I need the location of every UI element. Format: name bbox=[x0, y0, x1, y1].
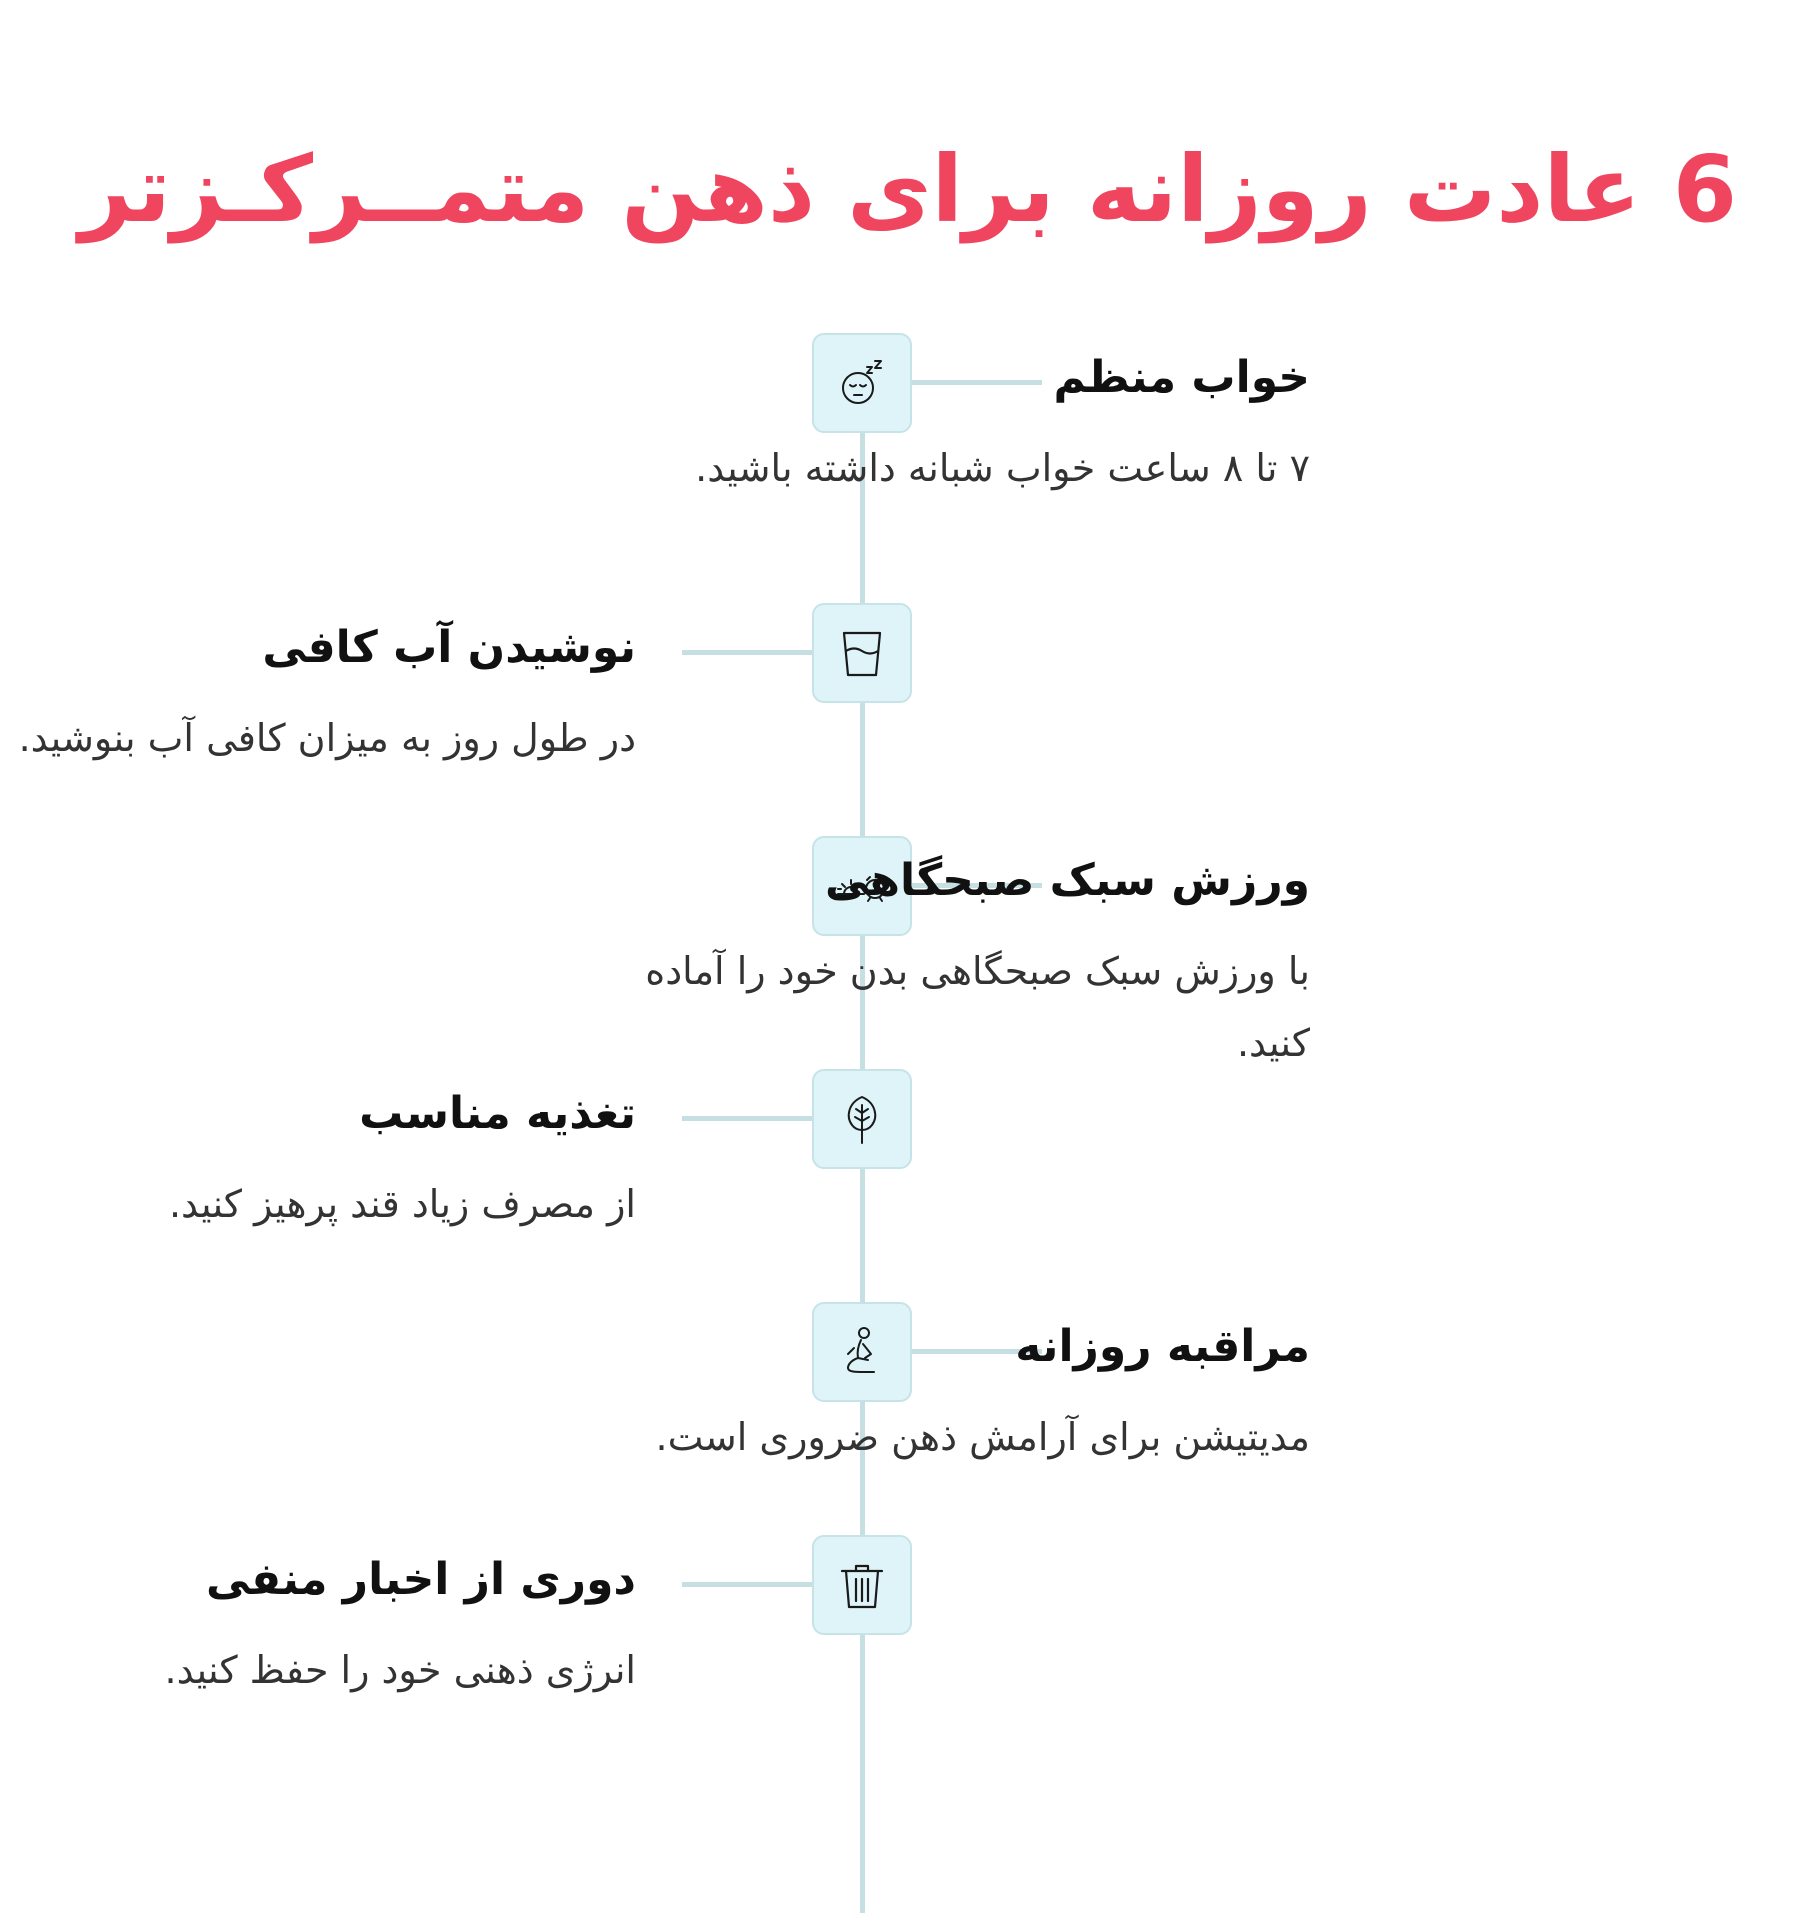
connector-line bbox=[682, 650, 812, 655]
water-glass-icon bbox=[834, 625, 890, 681]
sleeping-face-icon bbox=[834, 355, 890, 411]
step-title: دوری از اخبار منفی bbox=[206, 1554, 636, 1605]
step-icon-box bbox=[812, 603, 912, 703]
trash-icon bbox=[834, 1557, 890, 1613]
step-icon-box bbox=[812, 333, 912, 433]
connector-line bbox=[682, 1582, 812, 1587]
step-icon-box bbox=[812, 1302, 912, 1402]
meditation-icon bbox=[834, 1324, 890, 1380]
connector-line bbox=[682, 1116, 812, 1121]
step-title: ورزش سبک صبحگاهی bbox=[825, 855, 1310, 906]
step-icon-box bbox=[812, 1535, 912, 1635]
step-icon-box bbox=[812, 1069, 912, 1169]
step-description: در طول روز به میزان کافی آب بنوشید. bbox=[18, 716, 636, 760]
step-description: با ورزش سبک صبحگاهی بدن خود را آماده کنید. bbox=[645, 949, 1310, 1065]
step-title: خواب منظم bbox=[1053, 352, 1310, 403]
step-title: نوشیدن آب کافی bbox=[262, 622, 636, 673]
connector-line bbox=[912, 380, 1042, 385]
page-title: 6 عادت روزانه برای ذهن متمــرکـزتر bbox=[79, 136, 1737, 243]
step-description: ۷ تا ۸ ساعت خواب شبانه داشته باشید. bbox=[695, 446, 1310, 490]
step-description: انرژی ذهنی خود را حفظ کنید. bbox=[164, 1648, 636, 1692]
step-title: تغذیه مناسب bbox=[359, 1088, 636, 1139]
step-title: مراقبه روزانه bbox=[1015, 1321, 1310, 1372]
step-description: از مصرف زیاد قند پرهیز کنید. bbox=[168, 1182, 636, 1226]
leaf-icon bbox=[834, 1091, 890, 1147]
step-description: مدیتیشن برای آرامش ذهن ضروری است. bbox=[655, 1415, 1310, 1459]
